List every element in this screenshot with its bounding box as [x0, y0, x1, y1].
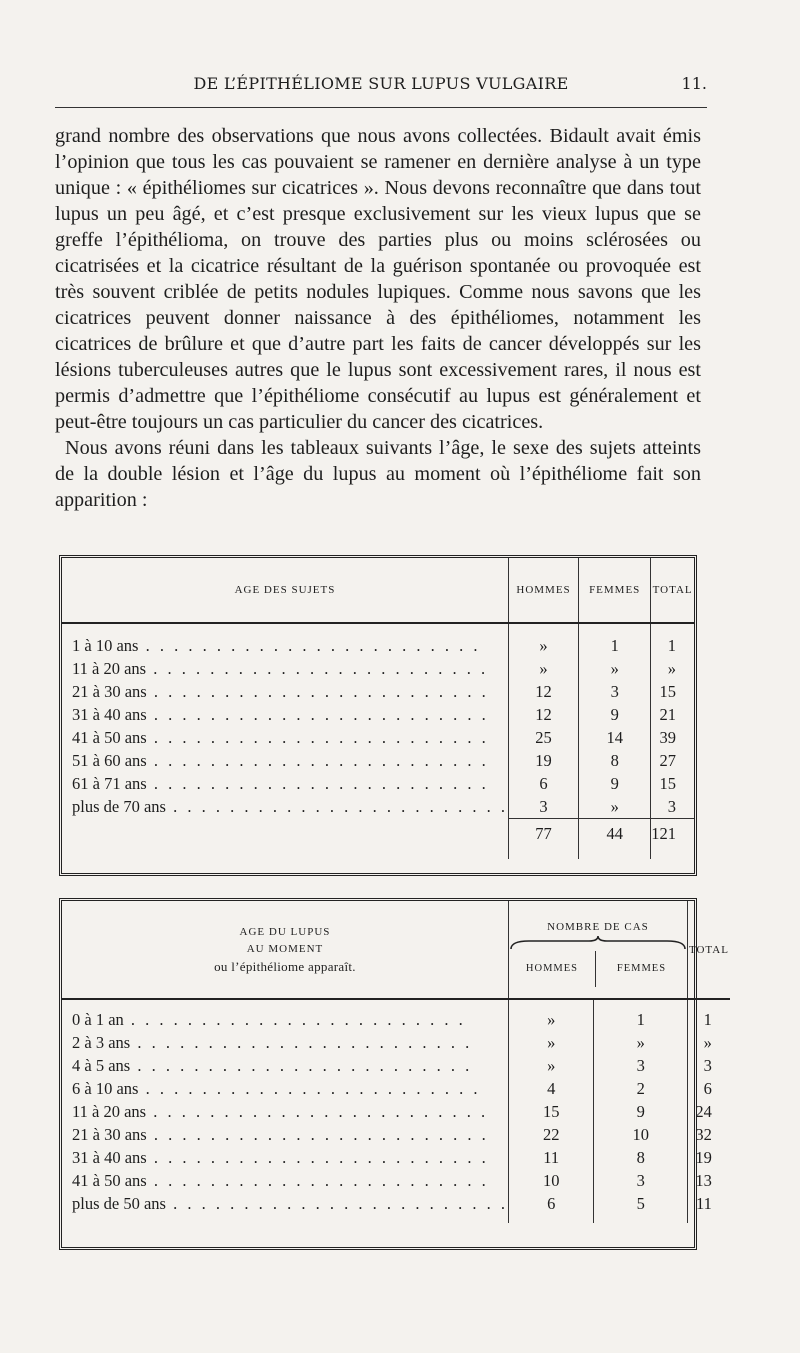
- age-range: 0 à 1 an: [72, 1009, 124, 1029]
- age-range: 51 à 60 ans: [72, 750, 147, 770]
- cell-hommes: 22: [508, 1123, 594, 1146]
- row-age-label: [62, 726, 508, 749]
- header-rule: [55, 107, 707, 108]
- running-title: DE L’ÉPITHÉLIOME SUR LUPUS VULGAIRE: [193, 74, 569, 93]
- header-total-2: TOTAL: [687, 901, 729, 999]
- cell-total: 1: [651, 634, 694, 657]
- row-age-label: [62, 1146, 508, 1169]
- cell-total: 13: [687, 1169, 729, 1192]
- cell-hommes: 3: [508, 795, 578, 819]
- leader-dots: . . . . . . . . . . . . . . . . . . . . . . . .: [146, 773, 489, 793]
- cell-total: 3: [651, 795, 694, 819]
- table-row: [62, 1054, 730, 1077]
- cell-femmes: »: [594, 1031, 687, 1054]
- cell-hommes: 10: [508, 1169, 594, 1192]
- row-age-label: [62, 772, 508, 795]
- running-header: [55, 74, 707, 98]
- table-row: [62, 1008, 730, 1031]
- cell-total: 15: [651, 772, 694, 795]
- total-hommes: 77: [508, 819, 578, 850]
- cell-femmes: »: [579, 795, 651, 819]
- age-range: 21 à 30 ans: [72, 681, 147, 701]
- header-hommes: HOMMES: [508, 558, 578, 623]
- age-range: 2 à 3 ans: [72, 1032, 131, 1052]
- leader-dots: . . . . . . . . . . . . . . . . . . . . . . . .: [146, 1101, 489, 1121]
- cell-hommes: 15: [508, 1100, 594, 1123]
- brace-icon: [509, 935, 687, 951]
- total-total: 121: [651, 819, 694, 850]
- header-age-lupus-line3: ou l’épithéliome apparaît.: [214, 959, 356, 974]
- age-range: 31 à 40 ans: [72, 1147, 147, 1167]
- table-row: [62, 726, 694, 749]
- totals-label-empty: [62, 819, 508, 850]
- header-nombre-de-cas: NOMBRE DE CAS: [547, 920, 649, 933]
- table-row: [62, 657, 694, 680]
- page-number: 11.: [681, 74, 707, 93]
- cell-hommes: »: [508, 634, 578, 657]
- table-row: [62, 703, 694, 726]
- cell-femmes: »: [579, 657, 651, 680]
- header-hommes-2: HOMMES: [525, 963, 578, 974]
- age-range: 11 à 20 ans: [72, 1101, 147, 1121]
- table-row: [62, 1169, 730, 1192]
- cell-hommes: »: [508, 1031, 594, 1054]
- leader-dots: . . . . . . . . . . . . . . . . . . . . . . . .: [146, 681, 489, 701]
- age-range: 1 à 10 ans: [72, 635, 139, 655]
- cell-femmes: 3: [594, 1054, 687, 1077]
- cell-total: 1: [687, 1008, 729, 1031]
- table-row: [62, 1077, 730, 1100]
- header-nombre-de-cas-group: [508, 901, 687, 999]
- header-femmes: FEMMES: [579, 558, 651, 623]
- leader-dots: . . . . . . . . . . . . . . . . . . . . . . . .: [138, 635, 481, 655]
- row-age-label: [62, 680, 508, 703]
- age-range: 31 à 40 ans: [72, 704, 147, 724]
- age-range: 21 à 30 ans: [72, 1124, 147, 1144]
- cell-hommes: 12: [508, 680, 578, 703]
- cell-femmes: 8: [579, 749, 651, 772]
- cell-total: 11: [687, 1192, 729, 1215]
- leader-dots: . . . . . . . . . . . . . . . . . . . . . . . .: [130, 1032, 473, 1052]
- cell-total: »: [651, 657, 694, 680]
- leader-dots: . . . . . . . . . . . . . . . . . . . . . . . .: [123, 1009, 466, 1029]
- age-range: 4 à 5 ans: [72, 1055, 131, 1075]
- table-row: [62, 772, 694, 795]
- cell-femmes: 3: [579, 680, 651, 703]
- cell-total: 21: [651, 703, 694, 726]
- row-age-label: [62, 795, 508, 819]
- header-femmes-2: FEMMES: [595, 951, 687, 987]
- cell-hommes: 25: [508, 726, 578, 749]
- age-range: plus de 70 ans: [72, 796, 166, 816]
- cell-femmes: 1: [579, 634, 651, 657]
- leader-dots: . . . . . . . . . . . . . . . . . . . . . . . .: [165, 1193, 508, 1213]
- leader-dots: . . . . . . . . . . . . . . . . . . . . . . . .: [146, 727, 489, 747]
- paragraph-2: Nous avons réuni dans les tableaux suivants l’âge, le sexe des sujets atteints de la double lésion et l’âge du lupus au moment où l’épithéliome fait son apparition :: [55, 437, 701, 511]
- paragraph-1: grand nombre des observations que nous avons collectées. Bidault avait émis l’opinion que tous les cas pouvaient se ramener en dernière analyse à un type unique : « épithéliomes sur cicatrices ». Nous devons reconnaître que dans tout lupus un peu âgé, et c’est presque exclusivement sur les vieux lupus que se greffe l’épithélioma, on trouve des parties plus ou moins sclérosées ou cicatrisées et la cicatrice résultant de la guérison spontanée ou provoquée est très souvent criblée de petits nodules lupiques. Comme nous savons que les cicatrices peuvent donner naissance à des épithéliomes, notamment les cicatrices de brûlure et que d’autre part les faits de cancer développés sur les lésions tuberculeuses autres que le lupus sont excessivement rares, il nous est permis d’admettre que l’épithéliome consécutif au lupus est généralement et peut-être toujours un cas particulier du cancer des cicatrices.: [55, 125, 701, 433]
- age-range: 6 à 10 ans: [72, 1078, 139, 1098]
- cell-femmes: 14: [579, 726, 651, 749]
- cell-hommes: 6: [508, 772, 578, 795]
- leader-dots: . . . . . . . . . . . . . . . . . . . . . . . .: [138, 1078, 481, 1098]
- row-age-label: [62, 1192, 508, 1215]
- cell-hommes: 11: [508, 1146, 594, 1169]
- cell-femmes: 5: [594, 1192, 687, 1215]
- cell-total: 3: [687, 1054, 729, 1077]
- table-row: [62, 1146, 730, 1169]
- row-age-label: [62, 1008, 508, 1031]
- row-age-label: [62, 1054, 508, 1077]
- header-age-lupus-line2: AU MOMENT: [246, 943, 324, 955]
- table-row: [62, 1123, 730, 1146]
- age-range: plus de 50 ans: [72, 1193, 166, 1213]
- cell-total: 39: [651, 726, 694, 749]
- table-row: [62, 749, 694, 772]
- cell-femmes: 2: [594, 1077, 687, 1100]
- row-age-label: [62, 1100, 508, 1123]
- cell-femmes: 8: [594, 1146, 687, 1169]
- body-text: [55, 123, 701, 513]
- age-range: 41 à 50 ans: [72, 727, 147, 747]
- header-age-lupus-line1: AGE DU LUPUS: [239, 926, 331, 938]
- age-range: 61 à 71 ans: [72, 773, 147, 793]
- leader-dots: . . . . . . . . . . . . . . . . . . . . . . . .: [130, 1055, 473, 1075]
- cell-femmes: 3: [594, 1169, 687, 1192]
- cell-total: 32: [687, 1123, 729, 1146]
- cell-total: 19: [687, 1146, 729, 1169]
- table-row: [62, 795, 694, 819]
- row-age-label: [62, 1123, 508, 1146]
- header-total: TOTAL: [651, 558, 694, 623]
- table-age-subjects: [59, 555, 697, 876]
- cell-femmes: 9: [579, 703, 651, 726]
- row-age-label: [62, 703, 508, 726]
- table-row: [62, 634, 694, 657]
- totals-row: [62, 819, 694, 850]
- leader-dots: . . . . . . . . . . . . . . . . . . . . . . . .: [146, 750, 489, 770]
- header-age-lupus: [62, 901, 508, 999]
- cell-hommes: 19: [508, 749, 578, 772]
- leader-dots: . . . . . . . . . . . . . . . . . . . . . . . .: [146, 1124, 489, 1144]
- cell-femmes: 9: [579, 772, 651, 795]
- header-age-subjects: AGE DES SUJETS: [62, 558, 508, 623]
- row-age-label: [62, 1031, 508, 1054]
- leader-dots: . . . . . . . . . . . . . . . . . . . . . . . .: [146, 704, 489, 724]
- cell-hommes: »: [508, 1008, 594, 1031]
- cell-total: 24: [687, 1100, 729, 1123]
- table-row: [62, 1100, 730, 1123]
- row-age-label: [62, 1077, 508, 1100]
- cell-total: 15: [651, 680, 694, 703]
- row-age-label: [62, 1169, 508, 1192]
- table-row: [62, 1192, 730, 1215]
- age-range: 41 à 50 ans: [72, 1170, 147, 1190]
- table-age-lupus: [59, 898, 729, 1250]
- row-age-label: [62, 749, 508, 772]
- leader-dots: . . . . . . . . . . . . . . . . . . . . . . . .: [146, 1170, 489, 1190]
- cell-total: 6: [687, 1077, 729, 1100]
- cell-hommes: 6: [508, 1192, 594, 1215]
- age-range: 11 à 20 ans: [72, 658, 147, 678]
- cell-total: »: [687, 1031, 729, 1054]
- row-age-label: [62, 657, 508, 680]
- cell-total: 27: [651, 749, 694, 772]
- cell-hommes: »: [508, 1054, 594, 1077]
- leader-dots: . . . . . . . . . . . . . . . . . . . . . . . .: [165, 796, 508, 816]
- leader-dots: . . . . . . . . . . . . . . . . . . . . . . . .: [146, 658, 489, 678]
- leader-dots: . . . . . . . . . . . . . . . . . . . . . . . .: [146, 1147, 489, 1167]
- row-age-label: [62, 634, 508, 657]
- table-row: [62, 680, 694, 703]
- table-row: [62, 1031, 730, 1054]
- cell-femmes: 10: [594, 1123, 687, 1146]
- total-femmes: 44: [579, 819, 651, 850]
- cell-hommes: 4: [508, 1077, 594, 1100]
- cell-hommes: 12: [508, 703, 578, 726]
- cell-hommes: »: [508, 657, 578, 680]
- cell-femmes: 1: [594, 1008, 687, 1031]
- cell-femmes: 9: [594, 1100, 687, 1123]
